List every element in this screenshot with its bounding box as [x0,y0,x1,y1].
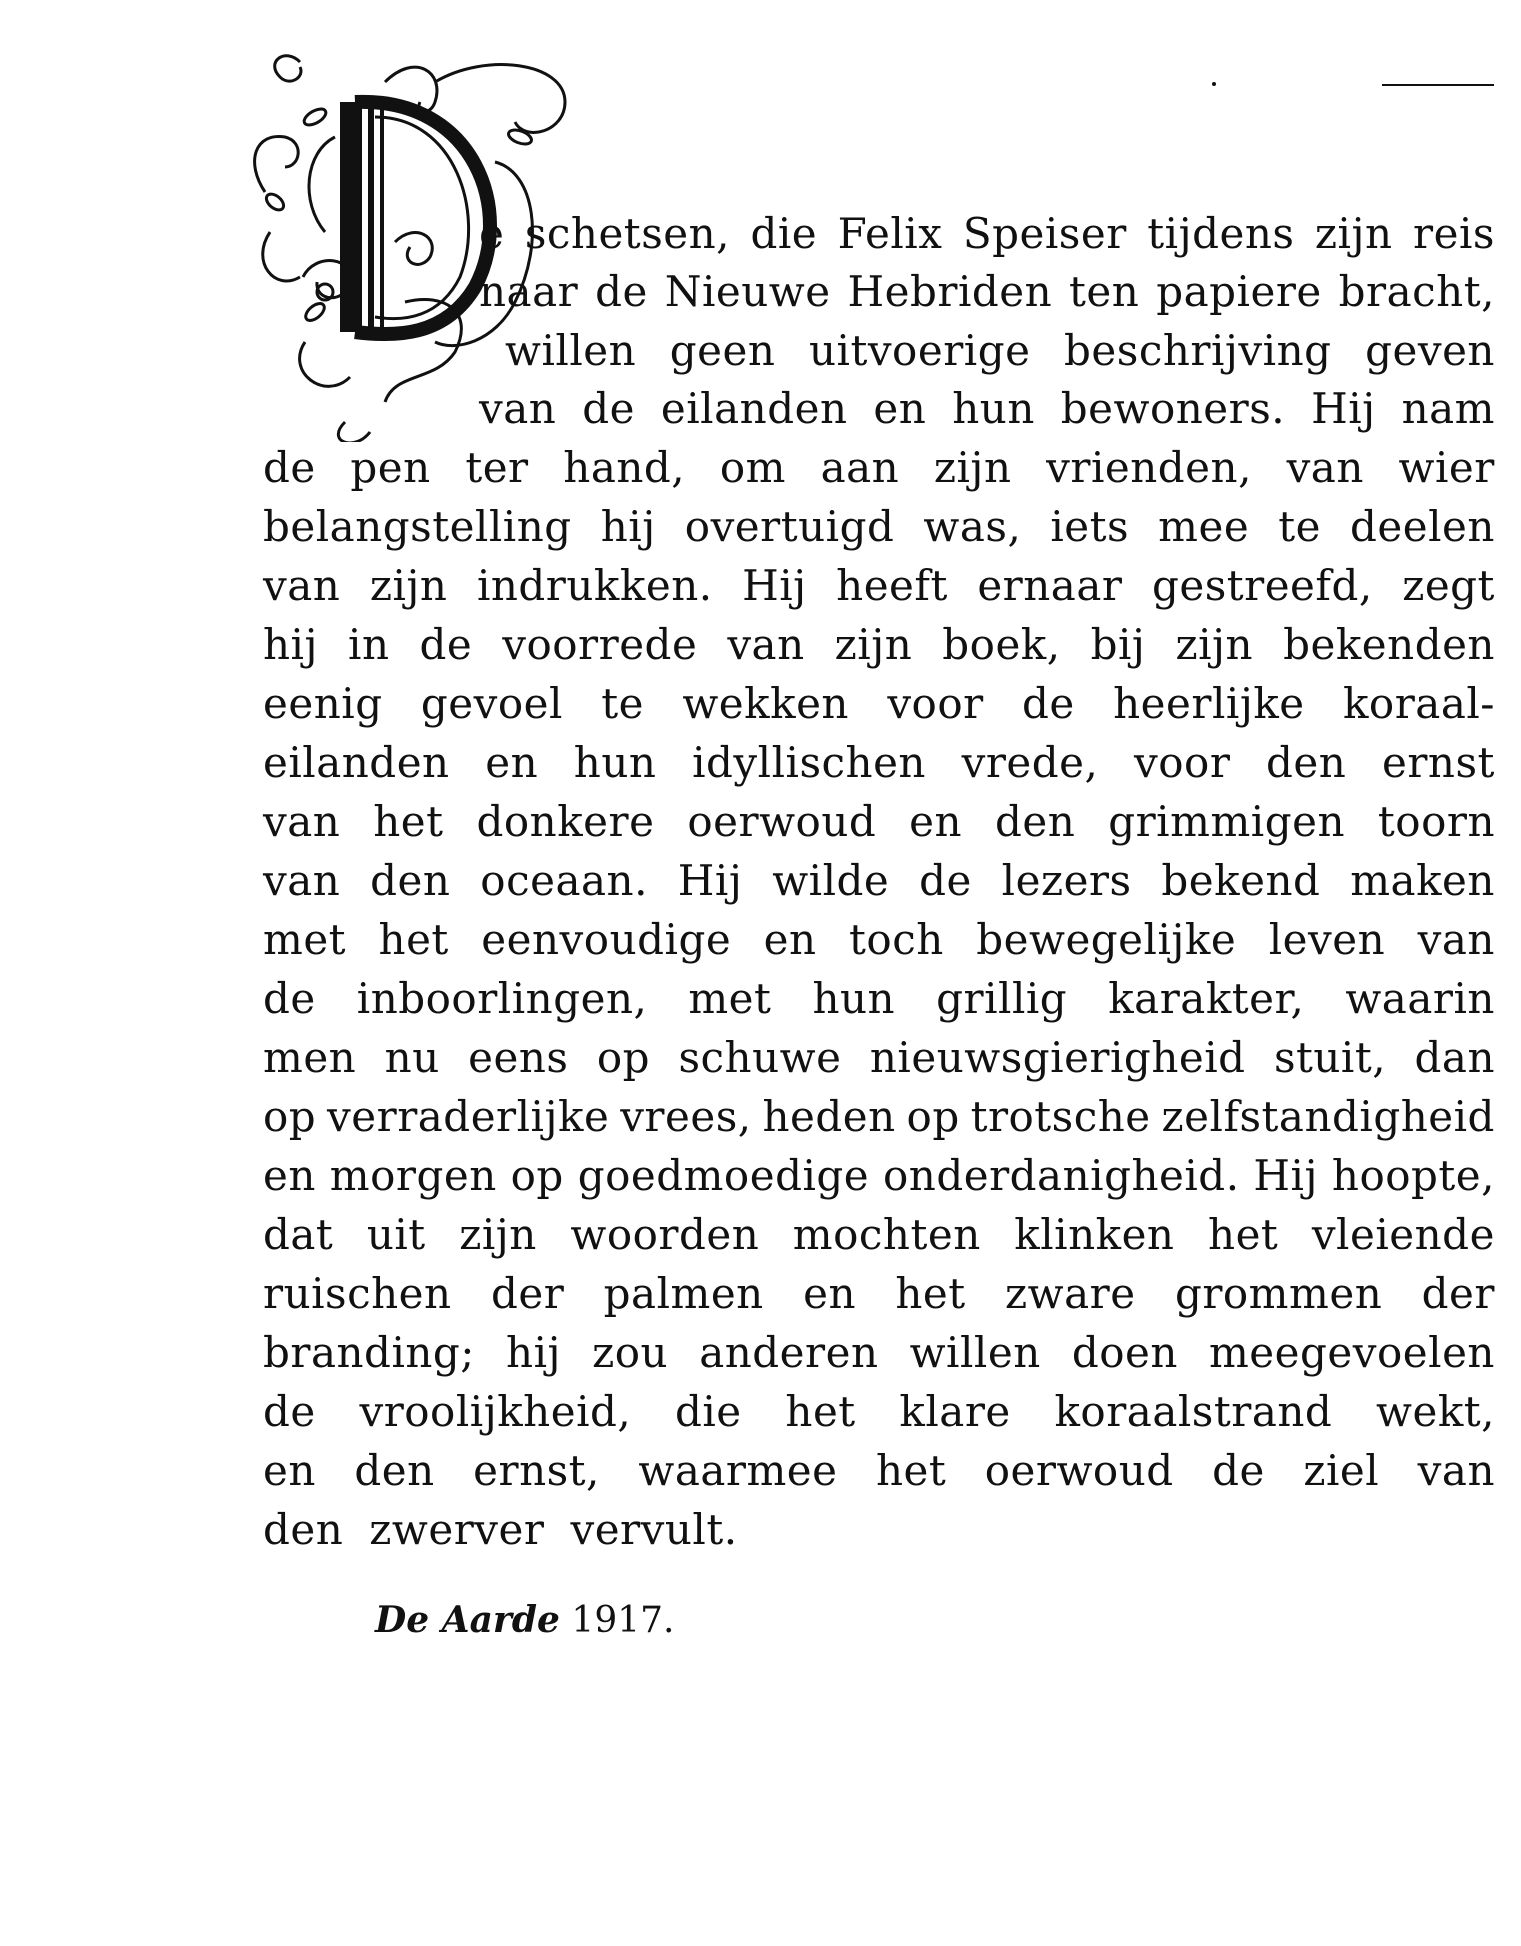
text-line-16: op verraderlijke vrees, heden op trotsche zelfstandigheid [263,1092,1495,1141]
text-line-6: belangstelling hij overtuigd was, iets mee te deelen [263,502,1495,551]
header-rule [1382,84,1494,86]
text-line-4: van de eilanden en hun bewoners. Hij nam [479,384,1495,433]
text-line-14: de inboorlingen, met hun grillig karakter, waarin [263,974,1495,1023]
text-line-7: van zijn indrukken. Hij heeft ernaar gestreefd, zegt [263,561,1495,610]
text-line-9: eenig gevoel te wekken voor de heerlijke koraal- [263,679,1495,728]
text-line-13: met het eenvoudige en toch bewegelijke leven van [263,915,1495,964]
text-line-3: willen geen uitvoerige beschrijving geven [505,326,1495,375]
text-line-11: van het donkere oerwoud en den grimmigen toorn [263,797,1495,846]
stray-dot [1212,82,1216,86]
text-line-22: en den ernst, waarmee het oerwoud de ziel van [263,1446,1495,1495]
text-line-21: de vroolijkheid, die het klare koraalstrand wekt, [263,1387,1495,1436]
source-publication: De Aarde [375,1599,560,1641]
source-citation [375,1596,674,1645]
source-year: 1917. [571,1600,675,1641]
text-line-23: den zwerver vervult. [263,1505,738,1554]
text-line-19: ruischen der palmen en het zware grommen der [263,1269,1495,1318]
text-line-15: men nu eens op schuwe nieuwsgierigheid stuit, dan [263,1033,1495,1082]
text-line-8: hij in de voorrede van zijn boek, bij zijn bekenden [263,620,1495,669]
text-line-1: e schetsen, die Felix Speiser tijdens zijn reis [479,209,1495,258]
text-line-5: de pen ter hand, om aan zijn vrienden, van wier [263,443,1495,492]
text-line-10: eilanden en hun idyllischen vrede, voor den ernst [263,738,1495,787]
text-line-17: en morgen op goedmoedige onderdanigheid. Hij hoopte, [263,1151,1495,1200]
text-line-18: dat uit zijn woorden mochten klinken het vleiende [263,1210,1495,1259]
text-line-2: naar de Nieuwe Hebriden ten papiere bracht, [479,267,1495,316]
text-line-12: van den oceaan. Hij wilde de lezers bekend maken [263,856,1495,905]
text-line-20: branding; hij zou anderen willen doen meegevoelen [263,1328,1495,1377]
